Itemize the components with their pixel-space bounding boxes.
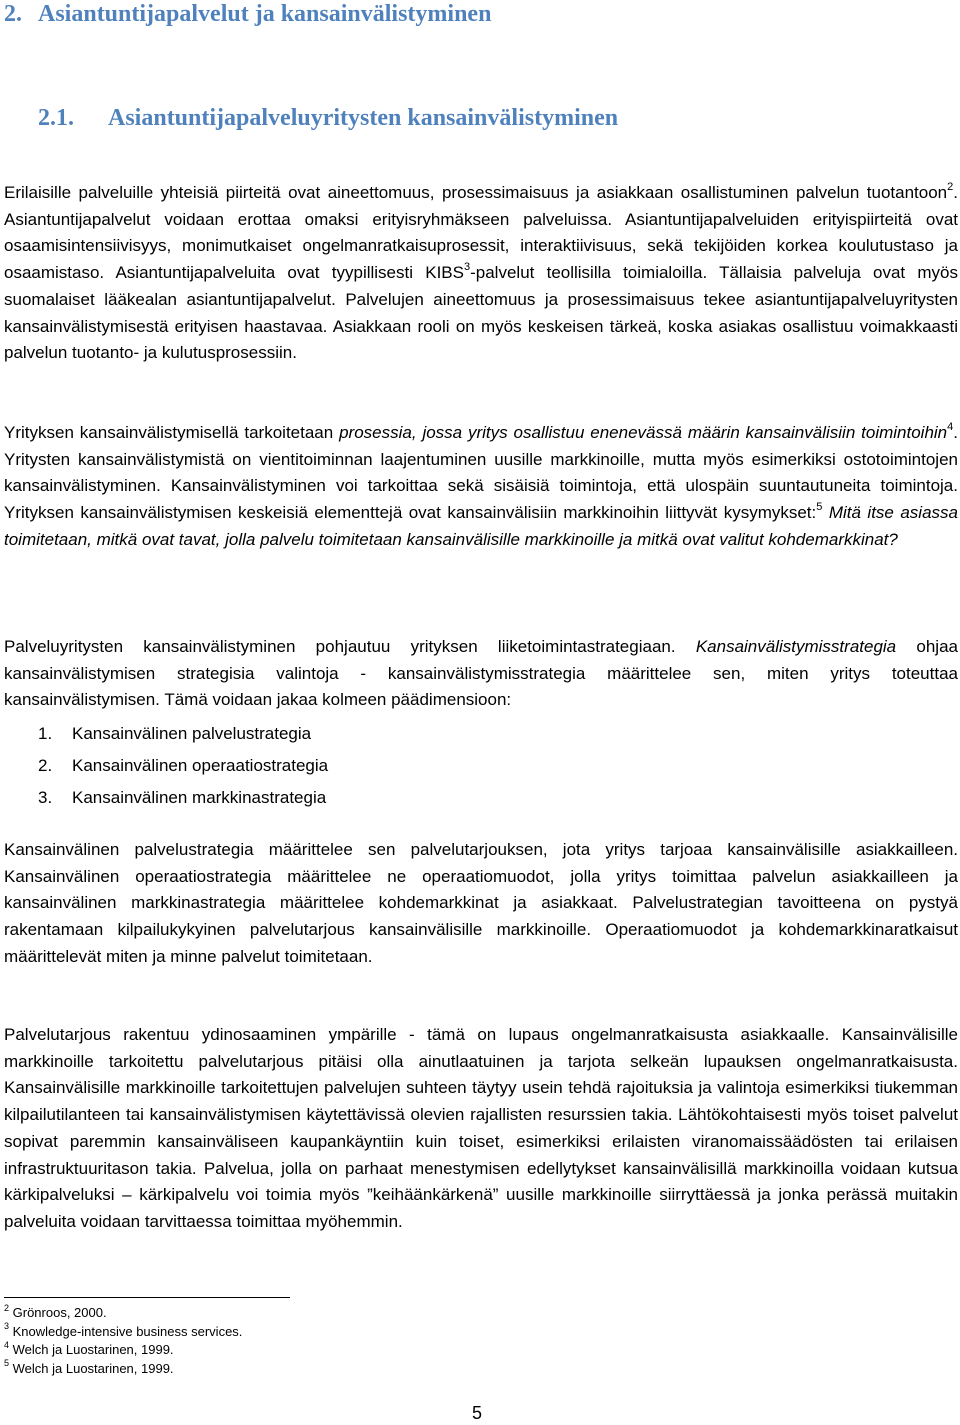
footnote-text: Grönroos, 2000.: [9, 1305, 107, 1320]
footnote-separator: [4, 1297, 290, 1298]
paragraph-2: [4, 420, 958, 554]
footnote-text: Welch ja Luostarinen, 1999.: [9, 1360, 174, 1376]
list-item-number: 2.: [38, 756, 53, 775]
p2-italic-a: prosessia, jossa yritys osallistuu enenevässä määrin kansainvälisiin toimintoihin: [339, 423, 948, 442]
section-heading: [38, 104, 618, 132]
p2-text-b: . Yritysten kansainvälistymistä on vientitoiminnan laajentuminen uusille markkinoille, mutta myös esimerkiksi ostotoimintojen kansainvälistyminen. Kansainvälistyminen voi tarkoittaa sekä sisäisiä toimintoja, että ulospäin suuntautuneita toimintoja. Yrityksen kansainvälistymisen keskeisiä elementtejä ovat kansainvälisiin markkinoihin liittyvät kysymykset:: [4, 423, 958, 523]
list-item-number: 1.: [38, 724, 53, 743]
chapter-number: 2.: [4, 1, 22, 27]
footnote: [4, 1304, 242, 1323]
footnote-number: 3: [4, 1321, 10, 1332]
p3-text-a: Palveluyritysten kansainvälistyminen pohjautuu yrityksen liiketoimintastrategiaan.: [4, 637, 696, 656]
footnote-number: 2: [4, 1302, 10, 1313]
p3-text-b: ohjaa kansainvälistymisen strategisia valintoja - kansainvälistymisstrategia määrittelee sen, miten yritys toteuttaa kansainvälistymisen. Tämä voidaan jakaa kolmeen päädimensioon:: [4, 637, 958, 710]
p1-text-c: -palvelut teollisilla toimialoilla. Tällaisia palveluja ovat myös suomalaiset lääkealan asiantuntijapalvelut. Palvelujen aineettomuus ja prosessimaisuus tekee asiantuntijapalveluyritysten kansainvälistymisestä erityisen haastavaa. Asiakkaan rooli on myös keskeisen tärkeä, koska asiakas osallistuu voimakkaasti palvelun tuotanto- ja kulutusprosessiin.: [4, 263, 958, 363]
paragraph-5: Palvelutarjous rakentuu ydinosaaminen ympärille - tämä on lupaus ongelmanratkaisusta asiakkaalle. Kansainvälisille markkinoille tarkoitettu palvelutarjous pitäisi olla ainutlaatuinen ja tarjota selkeän lupauksen ongelmanratkaisusta. Kansainvälisille markkinoille tarkoitettujen palvelujen suhteen täytyy usein tehdä rajoituksia ja valintoja esimerkiksi tiukemman kilpailutilanteen tai kansainvälistymisen käytettävissä olevien rajallisten resurssien takia. Lähtökohtaisesti myös toiset palvelut sopivat paremmin kansainväliseen kaupankäyntiin kuin toiset, esimerkiksi erilaisten viranomaissäädösten tai erilaisen infrastruktuuritason takia. Palvelua, jolla on parhaat menestymisen edellytykset kansainvälisillä markkinoilla voidaan kutsua kärkipalveluksi – kärkipalvelu voi toimia myös ”keihäänkärkenä” uusille markkinoille siirryttäessä ja jonka perässä muitakin palveluita voidaan tarvittaessa toimittaa myöhemmin.: [4, 1025, 958, 1231]
footnote-text: Welch ja Luostarinen, 1999.: [9, 1342, 174, 1358]
list-item-text: Kansainvälinen operaatiostrategia: [72, 756, 329, 775]
section-number: 2.1.: [38, 105, 74, 131]
p2-text-a: Yrityksen kansainvälistymisellä tarkoitetaan: [4, 423, 340, 442]
footnote: [4, 1323, 242, 1342]
footnote-ref-4[interactable]: 4: [947, 421, 954, 434]
chapter-heading: [4, 0, 491, 28]
footnote-ref-2[interactable]: 2: [947, 181, 954, 194]
p2-italic-b: Mitä itse asiassa toimitetaan, mitkä ovat tavat, jolla palvelu toimitetaan kansainvälisille markkinoille ja mitkä ovat valitut kohdemarkkinat?: [4, 503, 958, 549]
paragraph-3: [4, 634, 958, 714]
footnote-ref-5[interactable]: 5: [816, 501, 823, 514]
chapter-title: Asiantuntijapalvelut ja kansainvälistyminen: [38, 1, 492, 27]
page-number: 5: [472, 1403, 483, 1423]
footnote-number: 5: [4, 1358, 10, 1369]
footnote: [4, 1360, 242, 1379]
p3-italic: Kansainvälistymisstrategia: [695, 637, 897, 656]
list-item-number: 3.: [38, 788, 53, 807]
paragraph-4: Kansainvälinen palvelustrategia määrittelee sen palvelutarjouksen, jota yritys tarjoaa kansainvälisille asiakkailleen. Kansainvälinen operaatiostrategia määrittelee ne operaatiomuodot, jolla yritys toimittaa palvelun asiakkailleen ja kansainvälinen markkinastrategia määrittelee kohdemarkkinat ja asiakkaat. Palvelustrategian tavoitteena on pystyä rakentamaan kilpailukykyinen palvelutarjous kansainvälisille markkinoille. Operaatiomuodot ja kohdemarkkinaratkaisut määrittelevät miten ja minne palvelut toimitetaan.: [4, 840, 958, 966]
list-item-text: Kansainvälinen markkinastrategia: [72, 788, 327, 807]
footnote-text: Knowledge-intensive business services.: [9, 1323, 243, 1339]
list-item: [38, 720, 328, 752]
section-title: Asiantuntijapalveluyritysten kansainvälistyminen: [108, 105, 619, 131]
list-item-text: Kansainvälinen palvelustrategia: [72, 724, 312, 743]
footnote-ref-3[interactable]: 3: [463, 261, 471, 274]
footnotes: [4, 1304, 242, 1378]
footnote-number: 4: [4, 1339, 10, 1350]
paragraph-1: [4, 180, 958, 367]
p1-text-a: Erilaisille palveluille yhteisiä piirteitä ovat aineettomuus, prosessimaisuus ja asiakkaan osallistuminen palvelun tuotantoon: [4, 183, 948, 202]
strategy-list: [38, 720, 328, 816]
footnote: [4, 1341, 242, 1360]
list-item: [38, 784, 328, 816]
p1-text-b: . Asiantuntijapalvelut voidaan erottaa omaksi erityisryhmäkseen palveluissa. Asiantuntijapalveluiden erityispiirteitä ovat osaamisintensiivisyys, monimutkaiset ongelmanratkaisuprosessit, interaktiivisuus, sekä tekijöiden korkea koulutustaso ja osaamistaso. Asiantuntijapalveluita ovat tyypillisesti KIBS: [4, 183, 958, 283]
list-item: [38, 752, 328, 784]
